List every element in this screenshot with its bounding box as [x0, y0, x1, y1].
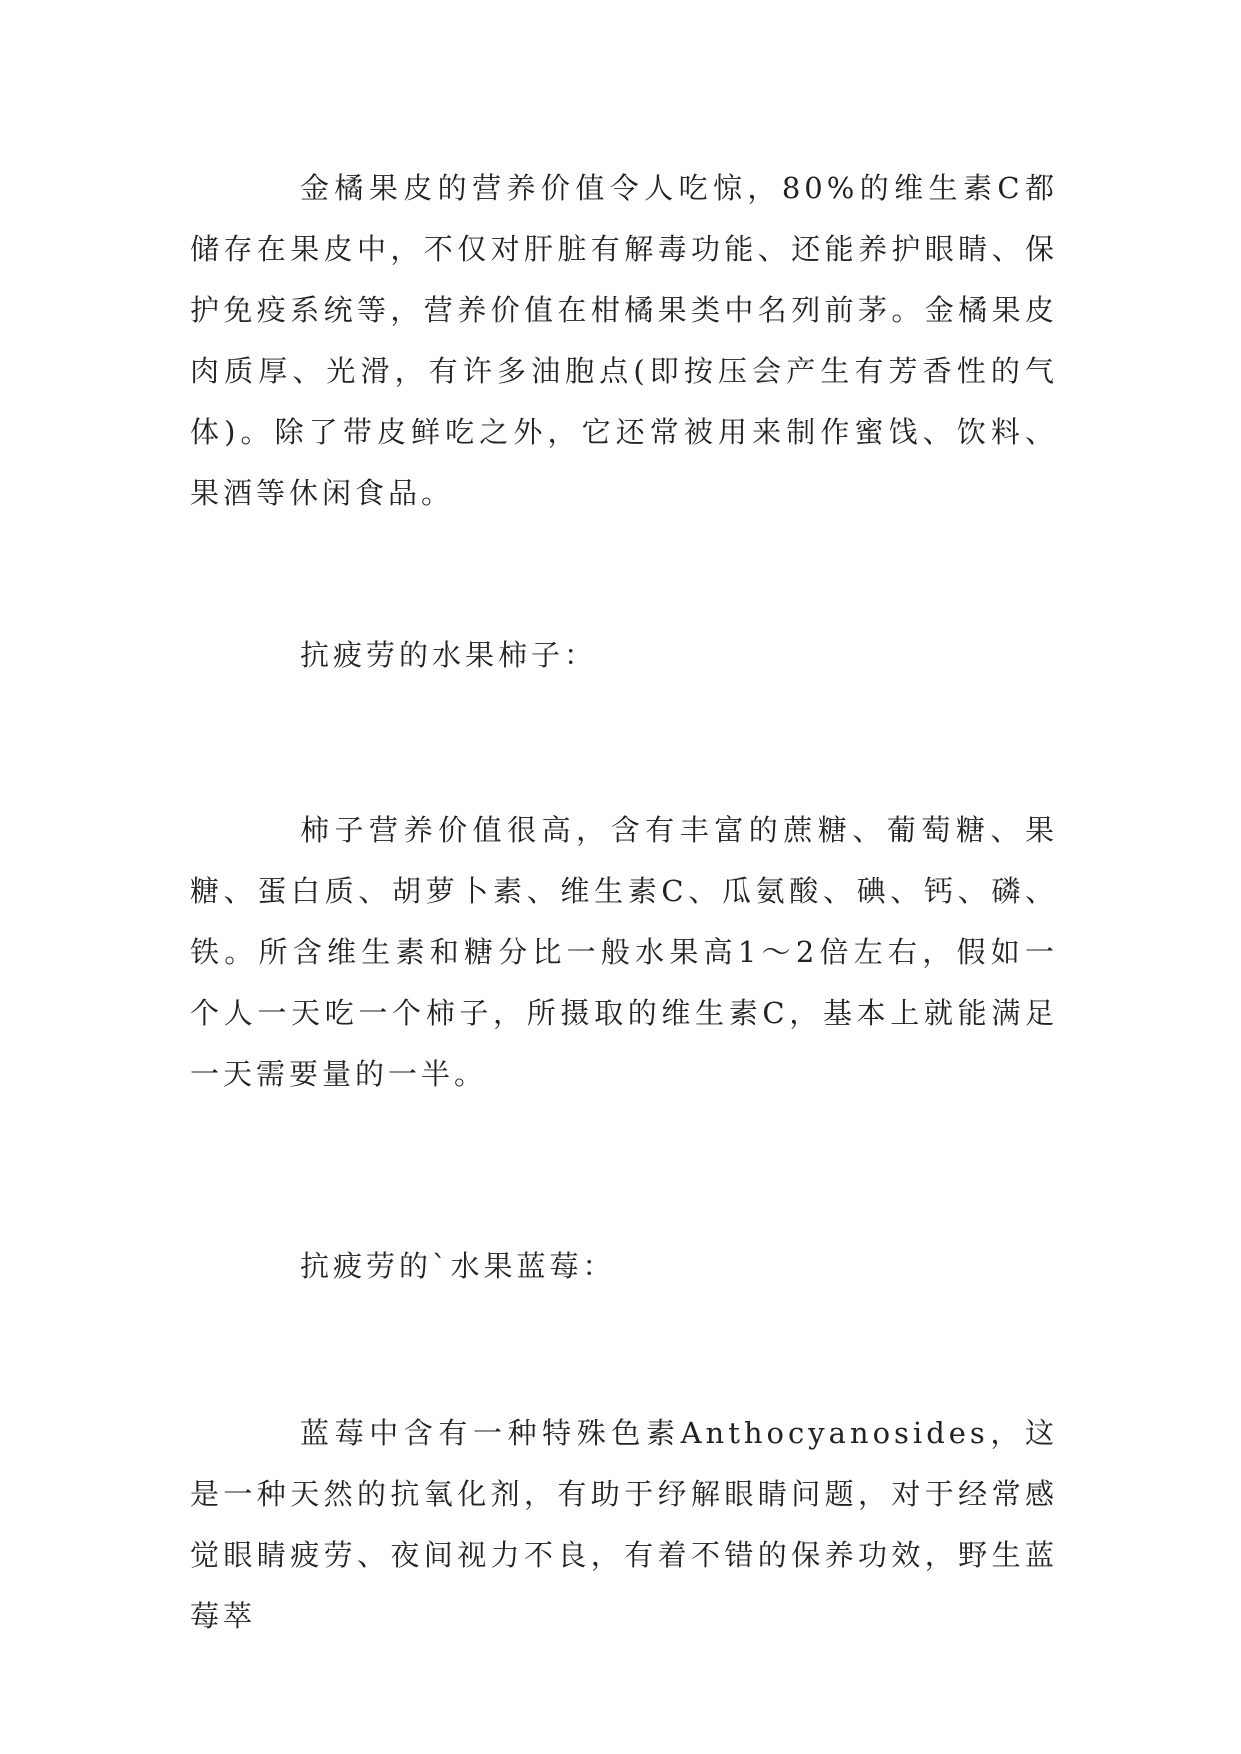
- paragraph-kumquat-peel: 金橘果皮的营养价值令人吃惊，80%的维生素C都储存在果皮中，不仅对肝脏有解毒功能、还能养护眼睛、保护免疫系统等，营养价值在柑橘果类中名列前茅。金橘果皮肉质厚、光滑，有许多油胞点(即按压会产生有芳香性的气体)。除了带皮鲜吃之外，它还常被用来制作蜜饯、饮料、果酒等休闲食品。: [190, 171, 1058, 510]
- heading-blueberry: 抗疲劳的`水果蓝莓：: [300, 1249, 616, 1283]
- heading-persimmon: 抗疲劳的水果柿子：: [300, 638, 598, 672]
- paragraph-blueberry: 蓝莓中含有一种特殊色素Anthocyanosides，这是一种天然的抗氧化剂，有助于纾解眼睛问题，对于经常感觉眼睛疲劳、夜间视力不良，有着不错的保养功效，野生蓝莓萃: [190, 1416, 1058, 1633]
- paragraph-persimmon: 柿子营养价值很高，含有丰富的蔗糖、葡萄糖、果糖、蛋白质、胡萝卜素、维生素C、瓜氨酸、碘、钙、磷、铁。所含维生素和糖分比一般水果高1～2倍左右，假如一个人一天吃一个柿子，所摄取的维生素C，基本上就能满足一天需要量的一半。: [190, 813, 1058, 1091]
